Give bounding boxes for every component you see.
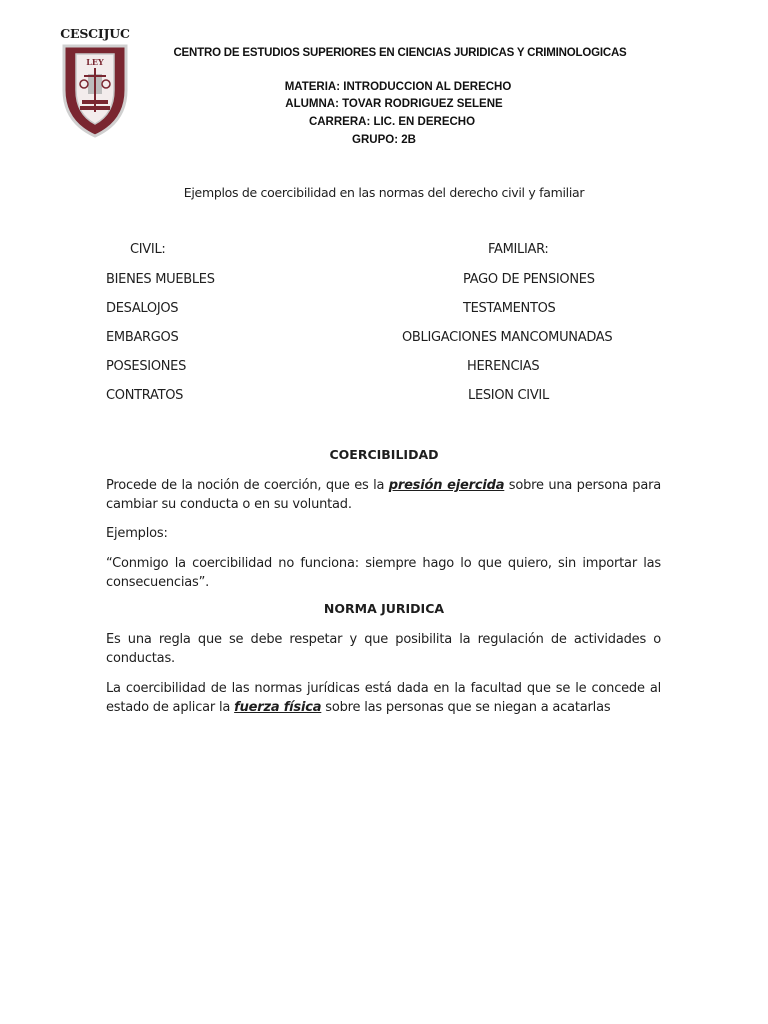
familiar-item: OBLIGACIONES MANCOMUNADAS bbox=[402, 330, 613, 345]
document-subtitle: Ejemplos de coercibilidad en las normas del derecho civil y familiar bbox=[183, 185, 585, 200]
text-run: sobre las personas que se niegan a acatarlas bbox=[321, 700, 611, 715]
civil-item: POSESIONES bbox=[106, 359, 187, 374]
section-title-norma-juridica: NORMA JURIDICA bbox=[323, 601, 445, 616]
section-title-coercibilidad: COERCIBILIDAD bbox=[329, 447, 439, 462]
civil-item: DESALOJOS bbox=[106, 301, 179, 316]
norma-coercibilidad-paragraph bbox=[106, 679, 661, 717]
civil-item: EMBARGOS bbox=[106, 330, 179, 345]
norma-definition: Es una regla que se debe respetar y que posibilita la regulación de actividades o conductas. bbox=[106, 632, 661, 666]
text-run: sobre una persona para cambiar su conducta o en su voluntad. bbox=[106, 478, 661, 512]
text-run: La coercibilidad de las normas jurídicas está dada en la facultad que se le concede al estado de aplicar la bbox=[106, 681, 661, 715]
grupo-line: GRUPO: 2B bbox=[352, 134, 416, 146]
seal-text: LEY bbox=[86, 57, 104, 67]
civil-item: BIENES MUEBLES bbox=[106, 272, 215, 287]
familiar-item: TESTAMENTOS bbox=[463, 301, 556, 316]
materia-line: MATERIA: INTRODUCCION AL DERECHO bbox=[284, 81, 512, 93]
emphasis-fuerza-fisica: fuerza física bbox=[234, 700, 322, 715]
coercibilidad-definition bbox=[106, 476, 661, 514]
carrera-line: CARRERA: LIC. EN DERECHO bbox=[308, 116, 476, 128]
example-quote: “Conmigo la coercibilidad no funciona: siempre hago lo que quiero, sin importar las consecuencias”. bbox=[106, 556, 661, 590]
examples-label: Ejemplos: bbox=[106, 526, 168, 541]
familiar-item: PAGO DE PENSIONES bbox=[463, 272, 595, 287]
familiar-item: HERENCIAS bbox=[467, 359, 540, 374]
logo-text: CESCIJUC bbox=[60, 26, 130, 41]
institution-name: CENTRO DE ESTUDIOS SUPERIORES EN CIENCIAS JURIDICAS Y CRIMINOLOGICAS bbox=[173, 47, 627, 59]
familiar-item: LESION CIVIL bbox=[468, 388, 549, 403]
civil-item: CONTRATOS bbox=[106, 388, 184, 403]
text-run: Procede de la noción de coerción, que es la bbox=[106, 478, 389, 493]
emphasis-presion-ejercida: presión ejercida bbox=[388, 478, 505, 493]
familiar-heading: FAMILIAR: bbox=[488, 242, 549, 257]
civil-heading: CIVIL: bbox=[130, 242, 166, 257]
alumna-line: ALUMNA: TOVAR RODRIGUEZ SELENE bbox=[285, 98, 503, 110]
